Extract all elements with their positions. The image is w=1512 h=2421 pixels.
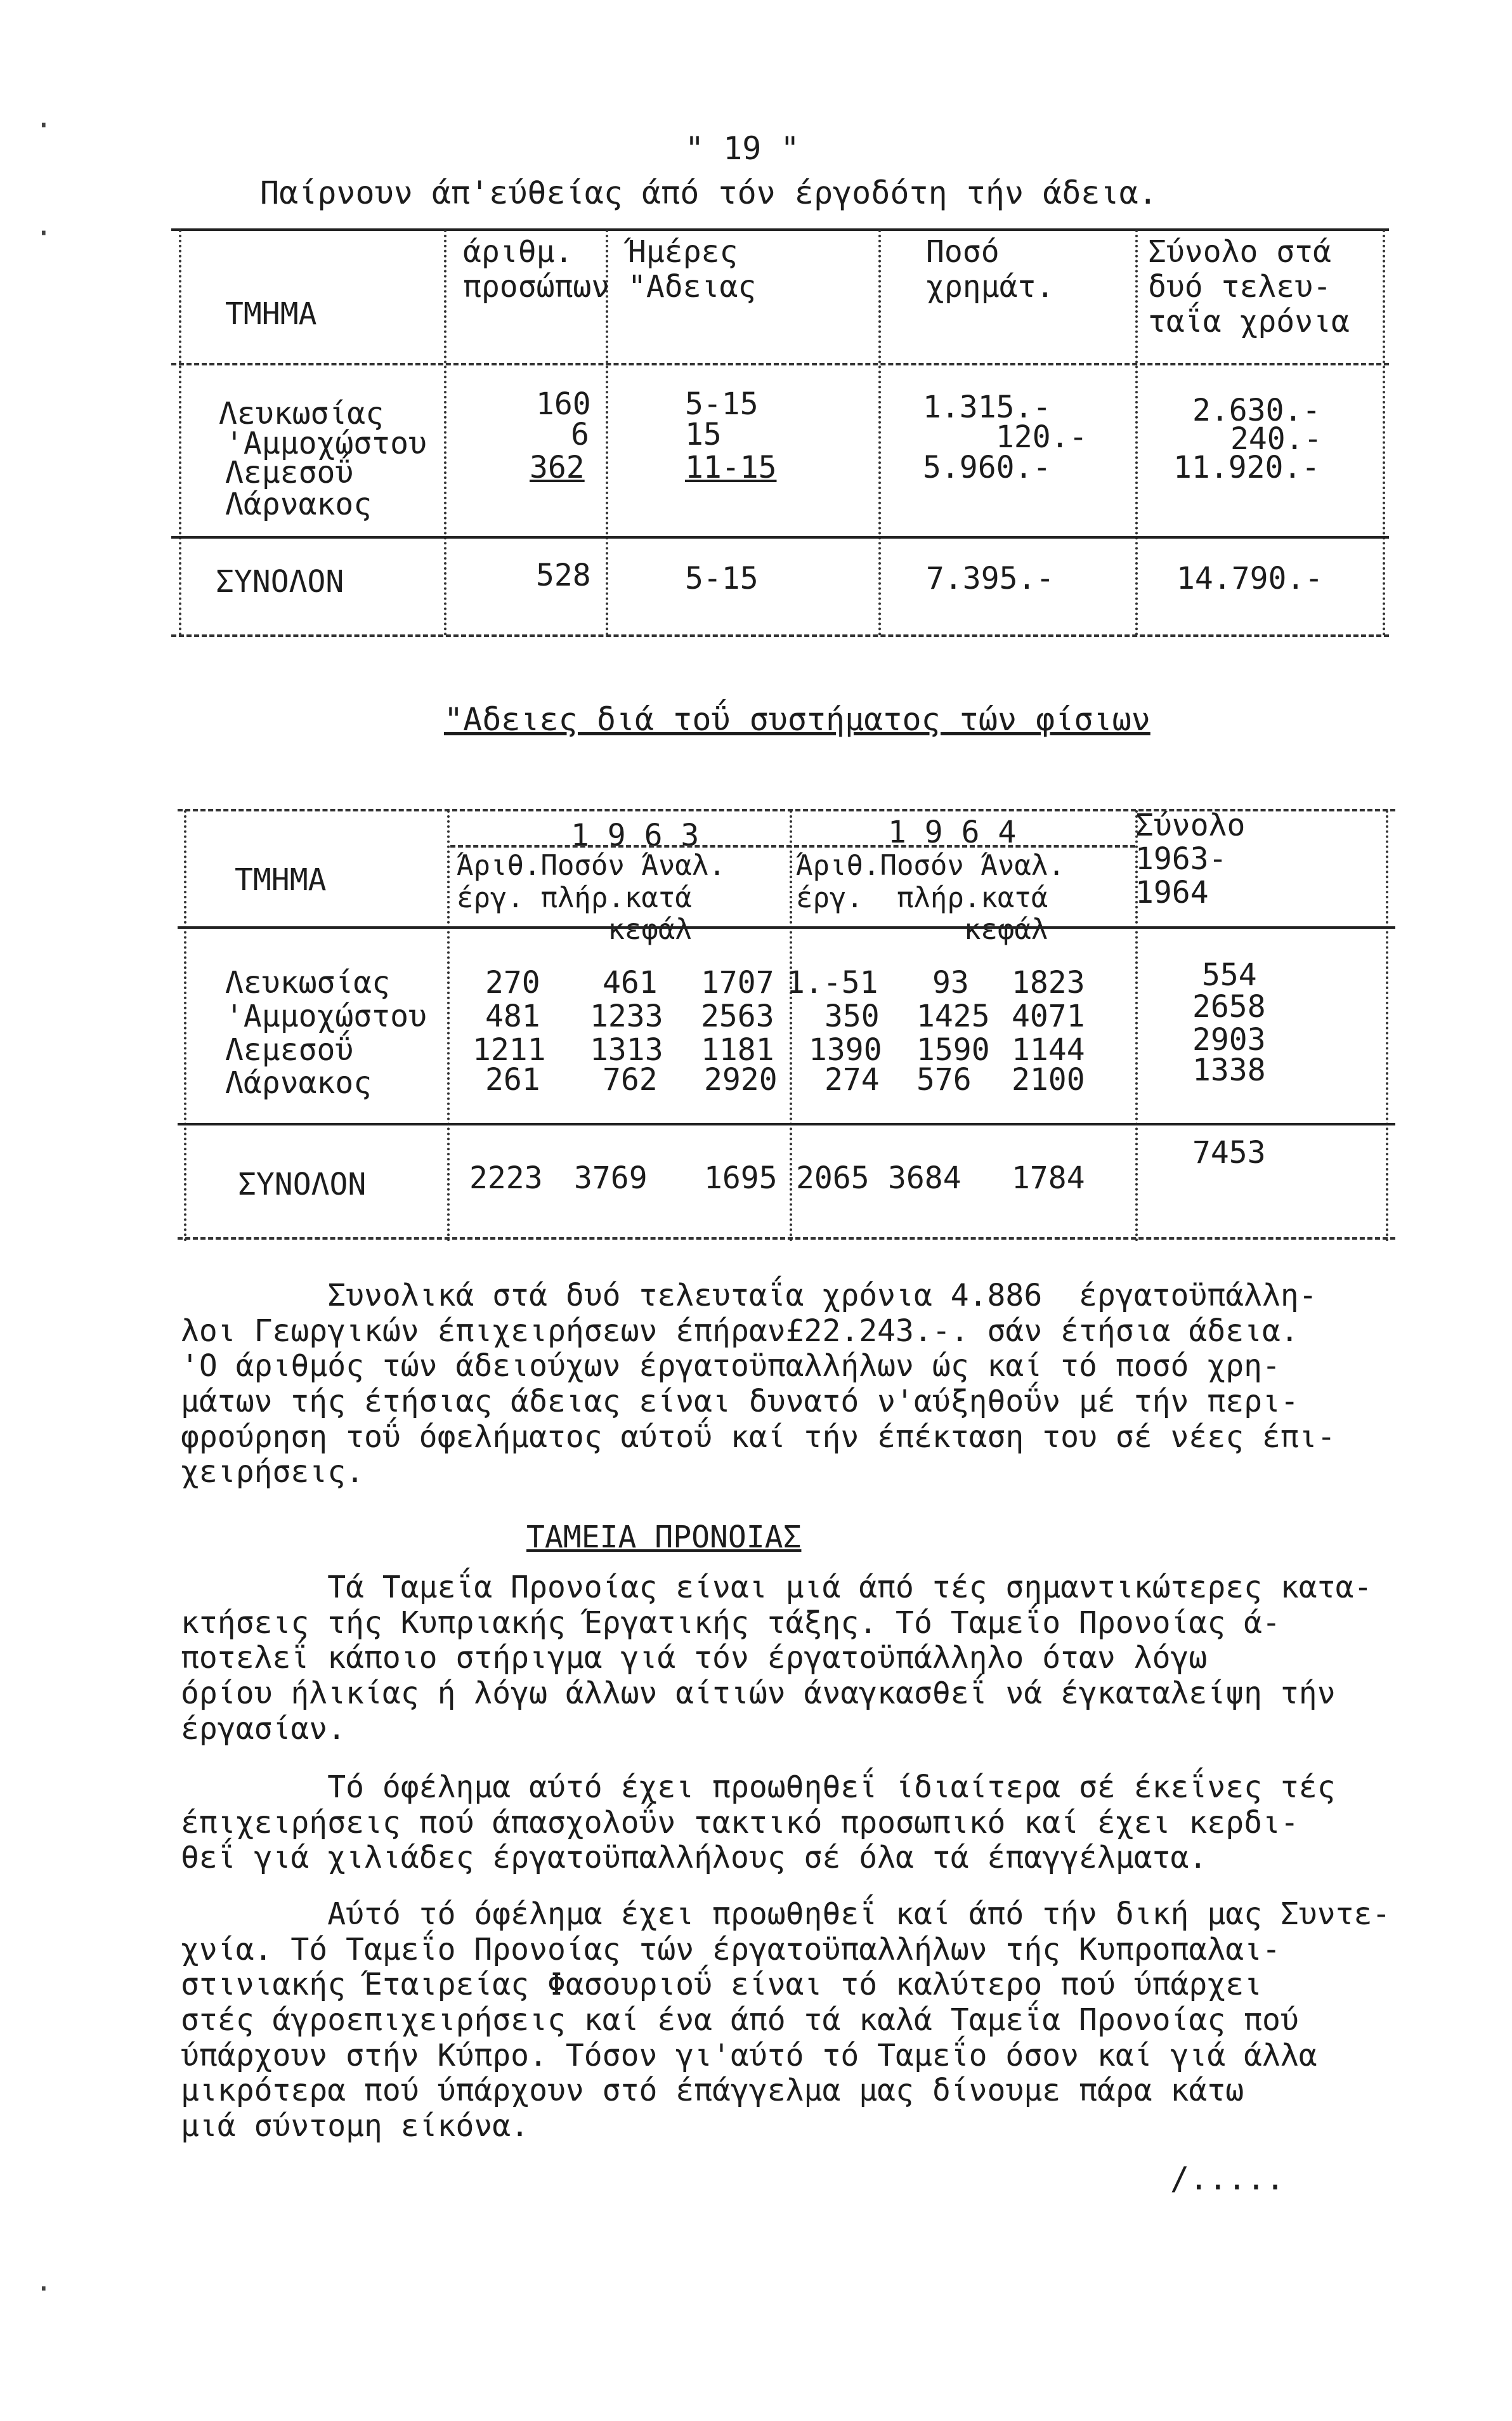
t2-total-cell: 1784 — [1012, 1160, 1085, 1196]
table-2-title: "Αδειες διά τοΰ συστήματος τών φίσιων — [444, 701, 1150, 738]
paragraph-provident-funds — [181, 1570, 1424, 1747]
t2-cell: 261 — [485, 1062, 540, 1098]
paragraph-leave-summary — [181, 1278, 1424, 1490]
t2-row-dept: Λευκωσίας — [225, 965, 391, 1001]
t2-total-cell: 2223 — [469, 1160, 543, 1196]
t1-header-total: Σύνολο στά δυό τελευ- ταΐα χρόνια — [1148, 234, 1350, 340]
t2-total-total: 7453 — [1192, 1135, 1266, 1171]
t2-cell: 2563 — [701, 999, 774, 1034]
margin-mark: · — [35, 108, 53, 142]
page-number: " 19 " — [685, 130, 800, 167]
t1-row-dept: Λάρνακος — [225, 487, 372, 522]
t2-cell: 1233 — [590, 999, 663, 1034]
t2-cell: 2100 — [1012, 1062, 1085, 1098]
text-line: φρούρηση τοΰ όφελήματος αύτοΰ καί τήν έπέκταση του σέ νέες έπι- — [181, 1419, 1336, 1455]
text-line: Αύτό τό όφέλημα έχει προωθηθεΐ καί άπό τήν δική μας Συντε- — [181, 1896, 1391, 1932]
t2-row-total: 1338 — [1192, 1053, 1266, 1088]
text-line: κτήσεις τής Κυπριακής Έργατικής τάξης. Τό Ταμεΐο Προνοίας ά- — [181, 1604, 1281, 1641]
text-line: στές άγροεπιχειρήσεις καί ένα άπό τά καλά Ταμεΐα Προνοίας πού — [181, 2002, 1299, 2038]
t2-cell: 1211 — [472, 1032, 546, 1068]
text-line: 'Ο άριθμός τών άδειούχων έργατοϋπαλλήλων ώς καί τό ποσό χρη- — [181, 1348, 1281, 1384]
text-line: χειρήσεις. — [181, 1454, 364, 1490]
t1-header-amount: Ποσό χρημάτ. — [926, 234, 1055, 305]
t2-cell: 274 — [824, 1062, 880, 1098]
t1-row-amount: 120.- — [996, 419, 1088, 455]
t1-total-days: 5-15 — [685, 561, 759, 596]
text-line: λοι Γεωργικών έπιχειρήσεων έπήραν£22.243.-. σάν έτήσια άδεια. — [181, 1313, 1299, 1349]
t2-cell: 1.-51 — [786, 965, 878, 1001]
t2-cell: 1181 — [701, 1032, 774, 1068]
text-line: μιά σύντομη είκόνα. — [181, 2108, 530, 2144]
t2-header-total: Σύνολο 1963- 1964 — [1135, 808, 1246, 910]
t2-cell: 270 — [485, 965, 540, 1001]
text-line: μικρότερα πού ύπάρχουν στό έπάγγελμα μας δίνουμε πάρα κάτω — [181, 2073, 1244, 2109]
text-line: θεΐ γιά χιλιάδες έργατοϋπαλλήλους σέ όλα τά έπαγγέλματα. — [181, 1840, 1208, 1876]
t2-header-1964: 1 9 6 4 — [888, 815, 1017, 850]
text-line: μάτων τής έτήσιας άδειας είναι δυνατό ν'αύξηθοΰν μέ τήν περι- — [181, 1384, 1299, 1420]
t2-row-total: 2903 — [1192, 1022, 1266, 1058]
t2-total-cell: 1695 — [704, 1160, 778, 1196]
t2-cell: 93 — [932, 965, 969, 1001]
t1-row-persons: 160 — [536, 386, 591, 422]
t2-total-cell: 3769 — [574, 1160, 648, 1196]
continuation-mark: /..... — [1170, 2160, 1285, 2197]
t1-row-total: 2.630.- — [1192, 393, 1321, 428]
t1-header-tmima: ΤΜΗΜΑ — [225, 296, 317, 332]
t1-header-days: Ήμέρες "Αδειας — [628, 234, 757, 305]
t2-subheader-1963: Άριθ.Ποσόν Άναλ. έργ. πλήρ.κατά κεφάλ — [457, 850, 726, 947]
margin-mark: · — [35, 216, 53, 250]
text-line: Συνολικά στά δυό τελευταΐα χρόνια 4.886 έργατοϋπάλλη- — [181, 1278, 1317, 1313]
t1-row-persons: 6 — [571, 417, 589, 452]
t1-row-dept: 'Αμμοχώστου — [225, 426, 427, 461]
t2-cell: 1425 — [916, 999, 990, 1034]
t2-cell: 4071 — [1012, 999, 1085, 1034]
t2-row-dept: Λεμεσοΰ — [225, 1032, 354, 1068]
text-line: Τό όφέλημα αύτό έχει προωθηθεΐ ίδιαίτερα σέ έκεΐνες τές — [181, 1769, 1336, 1805]
t2-row-dept: 'Αμμοχώστου — [225, 999, 427, 1034]
t2-cell: 1313 — [590, 1032, 663, 1068]
t2-subheader-1964: Άριθ.Ποσόν Άναλ. έργ. πλήρ.κατά κεφάλ — [796, 850, 1065, 947]
t2-cell: 762 — [603, 1062, 658, 1098]
text-line: στινιακής Έταιρείας Φασουριοΰ είναι τό καλύτερο πού ύπάρχει — [181, 1967, 1263, 2003]
t1-row-amount: 5.960.- — [923, 450, 1052, 485]
t1-row-persons: 362 — [530, 450, 585, 485]
text-line: ύπάρχουν στήν Κύπρο. Τόσον γι'αύτό τό Ταμεΐο όσον καί γιά άλλα — [181, 2037, 1317, 2073]
paragraph-union — [181, 1897, 1424, 2144]
text-line: Τά Ταμεΐα Προνοίας είναι μιά άπό τές σημαντικώτερες κατα- — [181, 1570, 1372, 1605]
t1-row-days: 5-15 — [685, 386, 759, 422]
t1-row-amount: 1.315.- — [923, 390, 1052, 425]
t2-cell: 1823 — [1012, 965, 1085, 1001]
text-line: έργασίαν. — [181, 1710, 346, 1747]
t1-total-persons: 528 — [536, 558, 591, 593]
t2-cell: 350 — [824, 999, 880, 1034]
text-line: χνία. Τό Ταμεΐο Προνοίας τών έργατοϋπαλλήλων τής Κυπροπαλαι- — [181, 1931, 1281, 1967]
t1-row-total: 240.- — [1230, 421, 1322, 457]
t1-row-total: 11.920.- — [1173, 450, 1320, 485]
paragraph-benefit — [181, 1770, 1424, 1876]
t1-header-persons: άριθμ. προσώπων — [463, 234, 610, 305]
t1-row-days: 11-15 — [685, 450, 777, 485]
t2-cell: 1144 — [1012, 1032, 1085, 1068]
t1-row-days: 15 — [685, 417, 722, 452]
intro-line: Παίρνουν άπ'εύθείας άπό τόν έργοδότη τήν άδεια. — [260, 174, 1157, 211]
t2-cell: 576 — [916, 1062, 972, 1098]
t2-header-1963: 1 9 6 3 — [571, 818, 700, 853]
t2-row-total: 554 — [1202, 957, 1257, 993]
t1-total-label: ΣΥΝΟΛΟΝ — [216, 564, 344, 600]
text-line: όρίου ήλικίας ή λόγω άλλων αίτιών άναγκασθεΐ νά έγκαταλείψη τήν — [181, 1676, 1336, 1712]
t2-cell: 2920 — [704, 1062, 778, 1098]
t2-cell: 461 — [603, 965, 658, 1001]
t2-row-dept: Λάρνακος — [225, 1065, 372, 1101]
t1-row-dept: Λεμεσοΰ — [225, 455, 354, 490]
t2-header-tmima: ΤΜΗΜΑ — [235, 862, 327, 898]
t2-total-cell: 2065 — [796, 1160, 870, 1196]
t1-total-amount: 7.395.- — [926, 561, 1055, 596]
section-title: ΤΑΜΕΙΑ ΠΡΟΝΟΙΑΣ — [526, 1519, 802, 1555]
t2-total-label: ΣΥΝΟΛΟΝ — [238, 1167, 367, 1202]
t2-row-total: 2658 — [1192, 989, 1266, 1025]
t2-cell: 1707 — [701, 965, 774, 1001]
t2-cell: 1390 — [809, 1032, 882, 1068]
t2-total-cell: 3684 — [888, 1160, 961, 1196]
text-line: έπιχειρήσεις πού άπασχολοΰν τακτικό προσωπικό καί έχει κερδι- — [181, 1804, 1299, 1840]
t2-cell: 481 — [485, 999, 540, 1034]
margin-mark: · — [35, 2271, 53, 2306]
t1-row-dept: Λευκωσίας — [219, 396, 384, 431]
t2-cell: 1590 — [916, 1032, 990, 1068]
text-line: ποτελεΐ κάποιο στήριγμα γιά τόν έργατοϋπάλληλο όταν λόγω — [181, 1640, 1208, 1676]
t1-total-total: 14.790.- — [1176, 561, 1324, 596]
